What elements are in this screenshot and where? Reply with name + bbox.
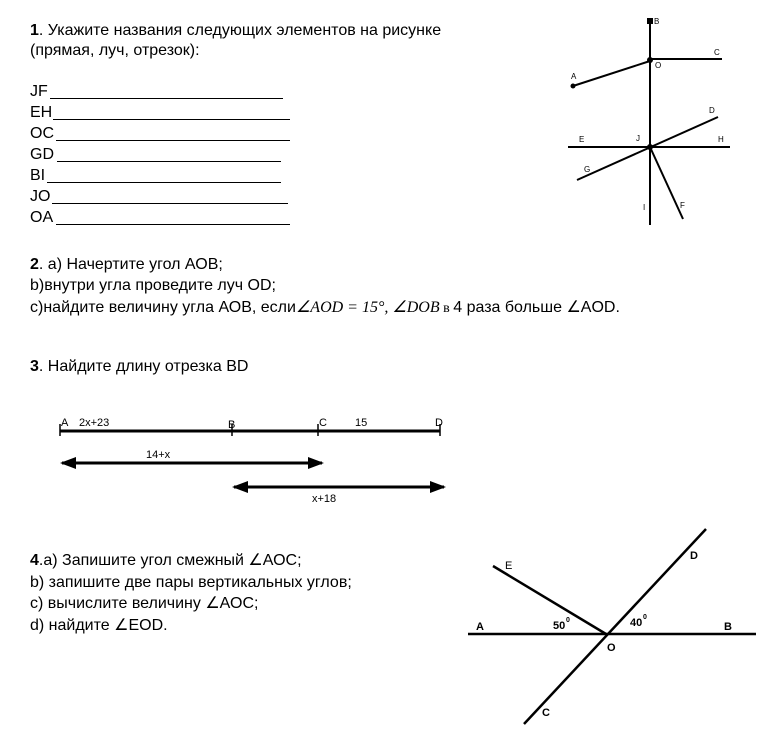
label-o: O [655,61,662,70]
task4-line-b: b) запишите две пары вертикальных углов; [30,574,352,591]
arrowhead-bd-right [430,481,446,493]
ray-oe [493,566,606,634]
arrowhead-bd-left [232,481,248,493]
figure4 [468,529,756,724]
label-b: B [724,621,732,633]
point-o [647,57,653,63]
task3-line: 3. Найдите длину отрезка BD [30,358,249,375]
ray-jf [650,147,683,219]
label-cd-length: 15 [355,417,368,429]
task2-number: 2 [30,256,39,273]
task1-item-bi: BI [30,167,46,184]
label-a: A [61,417,69,429]
label-c: C [714,48,720,57]
task1-item-oa: OA [30,209,54,226]
point-b [647,18,653,24]
task3-number: 3 [30,358,39,375]
label-d: D [690,550,698,562]
label-c: C [319,417,327,429]
label-bd-length: x+18 [312,493,337,505]
figure3 [60,424,444,487]
label-angle-40: 40 [630,617,643,629]
label-b: B [228,419,236,431]
label-a: A [476,621,484,633]
label-g: G [584,165,591,174]
task1-item-jf: JF [30,83,48,100]
task2-line-c: c)найдите величину угла АОВ, если∠AOD = 15°, ∠DOB в 4 раза больше ∠AOD. [30,299,620,316]
task4-line-d: d) найдите ∠EOD. [30,617,168,634]
label-o: O [607,642,616,654]
label-a: A [571,72,577,81]
label-c: C [542,707,550,719]
task1-item-gd: GD [30,146,54,163]
label-d: D [709,106,715,115]
label-degree-40: 0 [643,614,647,621]
task1-subtitle: (прямая, луч, отрезок): [30,42,200,59]
task2-math: ∠AOD = 15°, ∠DOB [295,299,440,316]
task1-number: 1 [30,22,39,39]
point-a [571,84,576,89]
figure1 [568,22,730,225]
figure1-labels [571,17,724,212]
arrowhead-ac-right [308,457,324,469]
label-j: J [636,134,640,143]
arrowhead-ac-left [60,457,76,469]
point-j [647,144,653,150]
label-b: B [654,17,660,26]
label-e: E [505,560,513,572]
label-degree-50: 0 [566,617,570,624]
task4-line-a: 4.а) Запишите угол смежный ∠АОС; [30,552,302,569]
task4-line-c: c) вычислите величину ∠АОС; [30,595,259,612]
task1-item-oc: OC [30,125,54,142]
label-angle-50: 50 [553,620,566,632]
figure1-points [571,18,654,150]
label-i: I [643,203,646,212]
label-f: F [680,201,685,210]
label-e: E [579,135,585,144]
segment-oa [573,61,650,86]
label-ab-length: 2x+23 [79,417,110,429]
task1-item-jo: JO [30,188,51,205]
label-d: D [435,417,443,429]
task1-title: . Укажите названия следующих элементов на рисунке [38,22,442,39]
task2-line-b: b)внутри угла проведите луч OD; [30,277,276,294]
task2-line-a: 2. а) Начертите угол АОВ; [30,256,223,273]
label-h: H [718,135,724,144]
line-cd [524,529,706,724]
label-ac-length: 14+x [146,449,171,461]
task1-item-eh: EH [30,104,53,121]
task4-number: 4 [30,552,39,569]
